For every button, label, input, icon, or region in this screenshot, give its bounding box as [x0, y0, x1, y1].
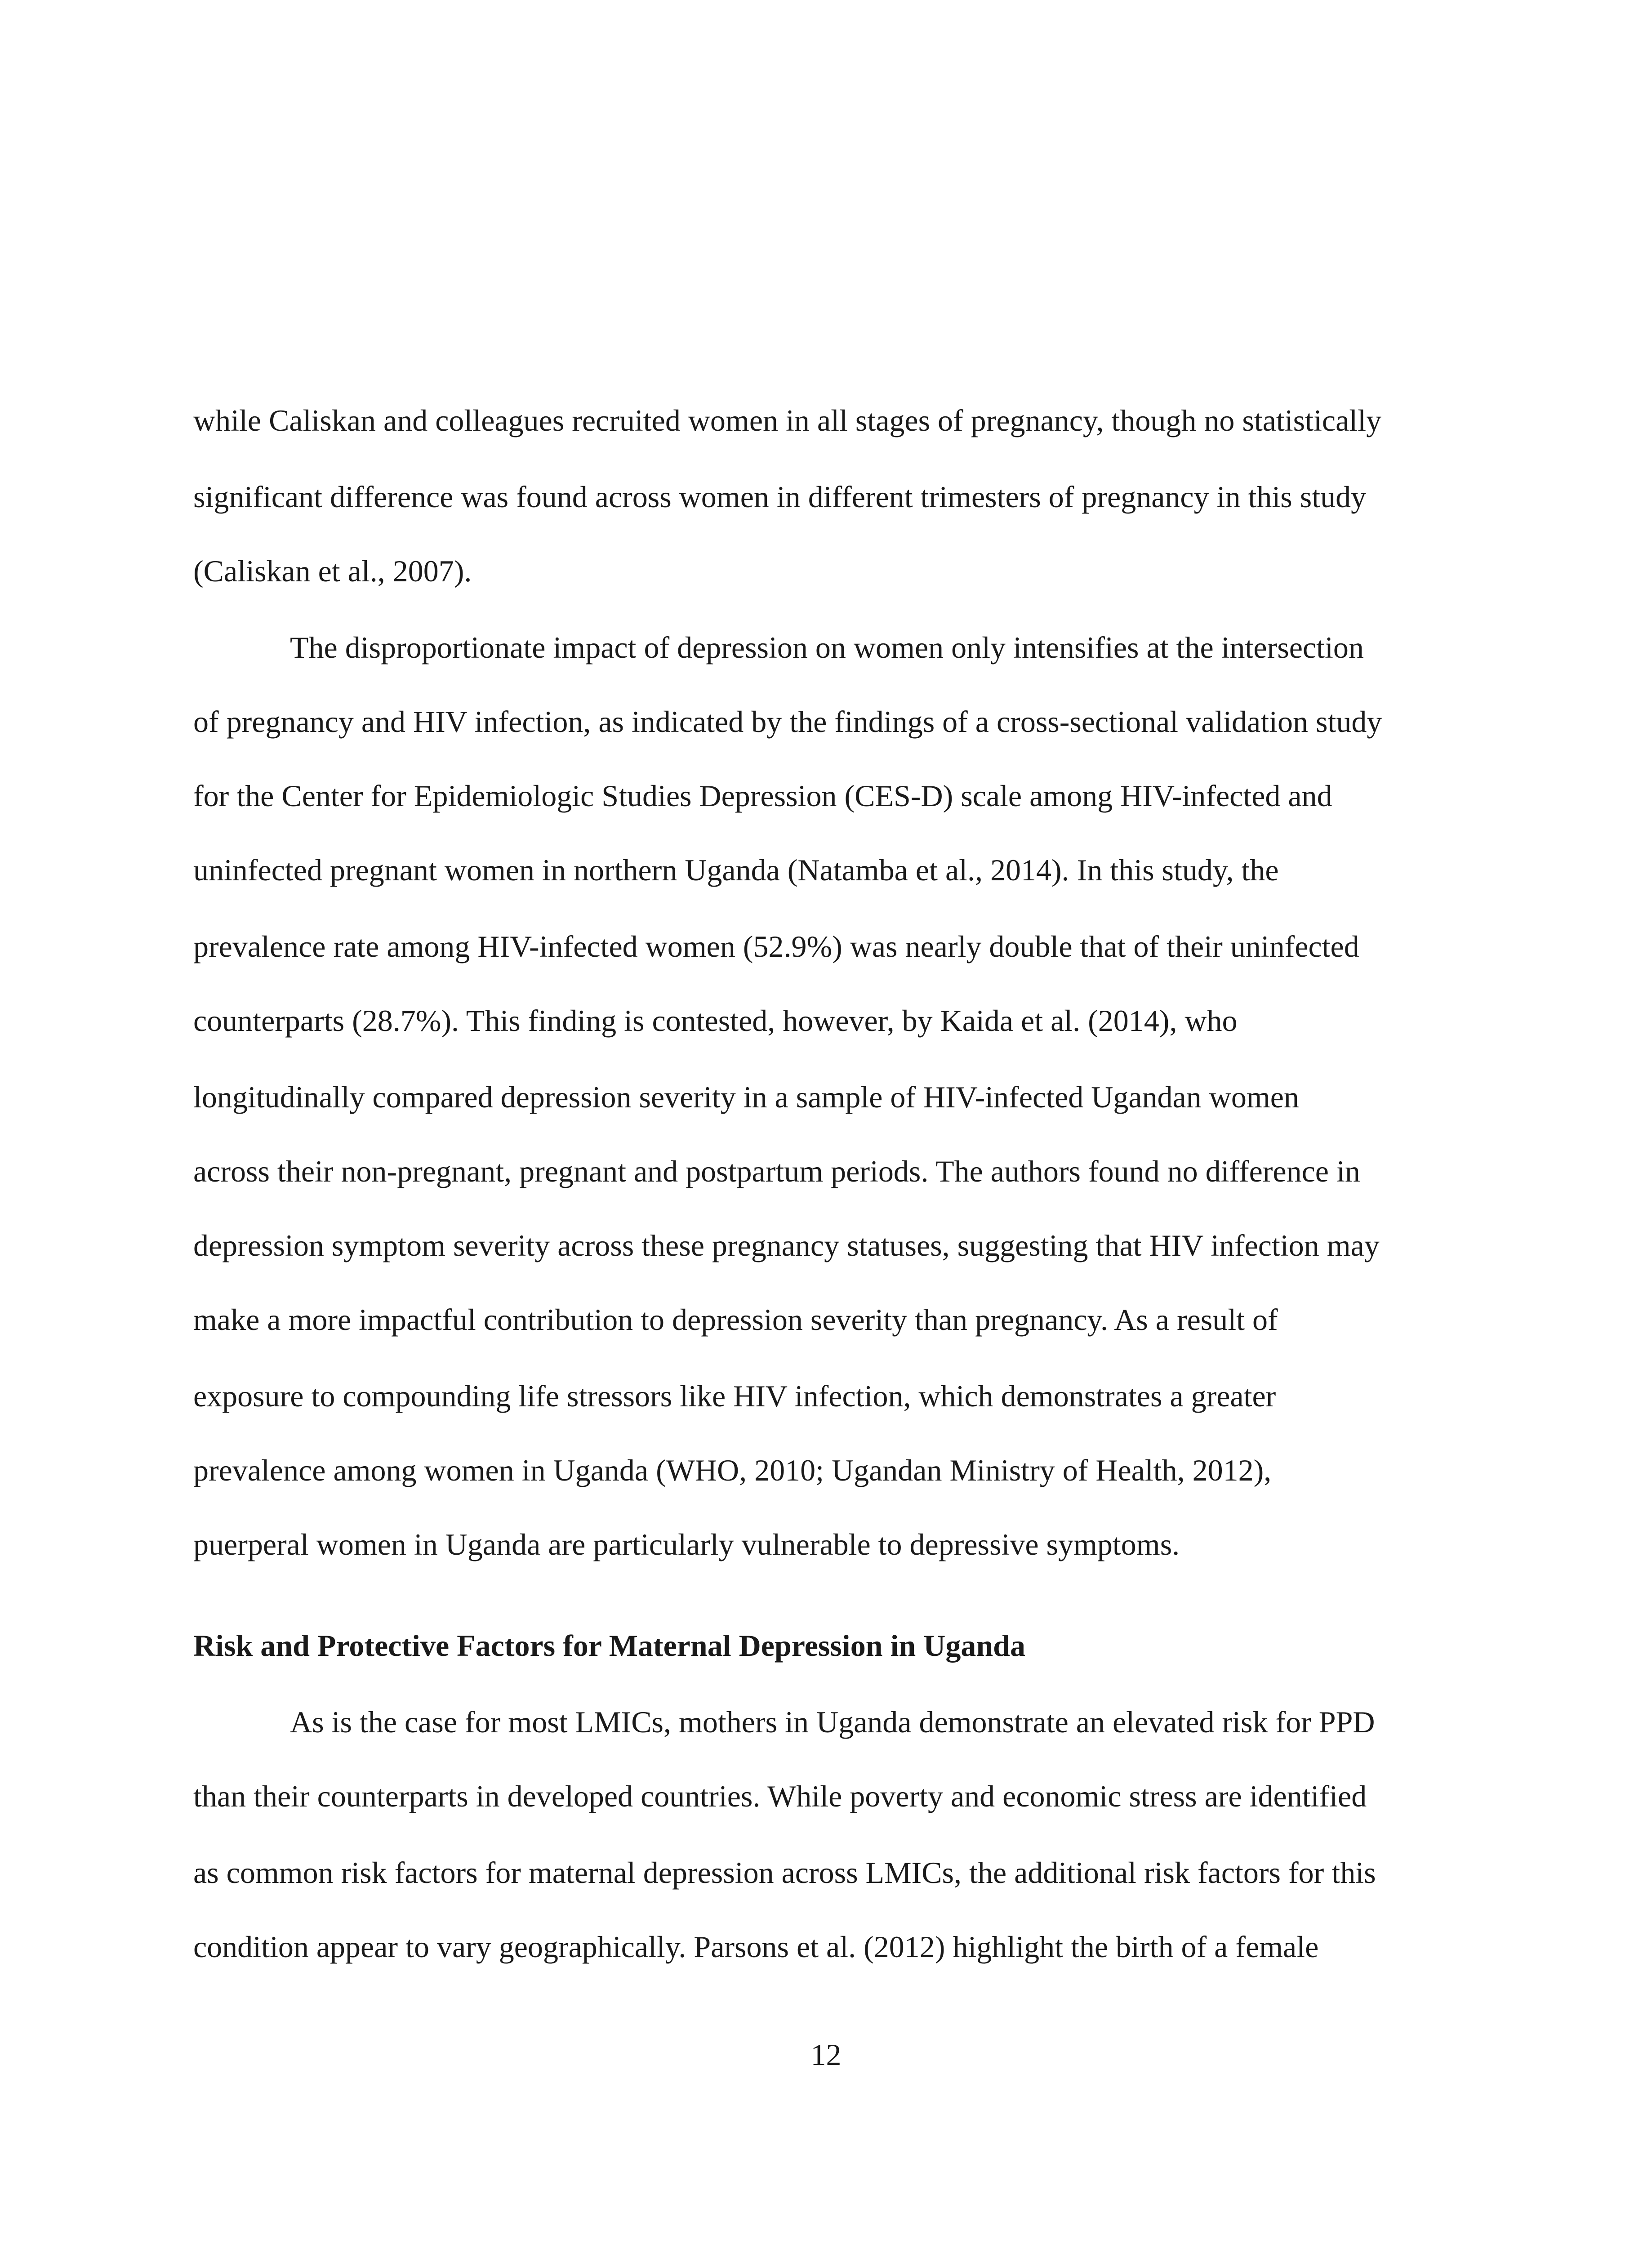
paragraph-line: significant difference was found across women in different trimesters of pregnancy in this study	[193, 480, 1367, 514]
paragraph-line: for the Center for Epidemiologic Studies Depression (CES-D) scale among HIV-infected and	[193, 779, 1332, 813]
paragraph-line: The disproportionate impact of depression on women only intensifies at the intersection	[290, 630, 1364, 665]
paragraph-line: of pregnancy and HIV infection, as indicated by the findings of a cross-sectional validation study	[193, 705, 1382, 739]
section-heading: Risk and Protective Factors for Maternal Depression in Uganda	[193, 1628, 1025, 1663]
paragraph-line: exposure to compounding life stressors like HIV infection, which demonstrates a greater	[193, 1379, 1276, 1413]
paragraph-line: prevalence among women in Uganda (WHO, 2010; Ugandan Ministry of Health, 2012),	[193, 1453, 1272, 1487]
paragraph-line: (Caliskan et al., 2007).	[193, 554, 472, 588]
paragraph-line: condition appear to vary geographically. Parsons et al. (2012) highlight the birth of a female	[193, 1930, 1319, 1964]
paragraph-line: make a more impactful contribution to depression severity than pregnancy. As a result of	[193, 1302, 1278, 1337]
paragraph-line: as common risk factors for maternal depression across LMICs, the additional risk factors for this	[193, 1855, 1376, 1890]
paragraph-line: across their non-pregnant, pregnant and postpartum periods. The authors found no difference in	[193, 1154, 1360, 1188]
paragraph-line: prevalence rate among HIV-infected women (52.9%) was nearly double that of their uninfected	[193, 929, 1359, 963]
paragraph-line: As is the case for most LMICs, mothers in Uganda demonstrate an elevated risk for PPD	[290, 1705, 1375, 1739]
paragraph-line: counterparts (28.7%). This finding is contested, however, by Kaida et al. (2014), who	[193, 1004, 1238, 1038]
paragraph-line: depression symptom severity across these pregnancy statuses, suggesting that HIV infection may	[193, 1228, 1380, 1262]
paragraph-line: puerperal women in Uganda are particularly vulnerable to depressive symptoms.	[193, 1527, 1180, 1561]
paragraph-line: uninfected pregnant women in northern Uganda (Natamba et al., 2014). In this study, the	[193, 853, 1279, 887]
page-number: 12	[810, 2038, 842, 2072]
paragraph-line: longitudinally compared depression severity in a sample of HIV-infected Ugandan women	[193, 1080, 1299, 1114]
paragraph-line: while Caliskan and colleagues recruited women in all stages of pregnancy, though no statistically	[193, 403, 1382, 437]
paragraph-line: than their counterparts in developed countries. While poverty and economic stress are identified	[193, 1779, 1367, 1813]
